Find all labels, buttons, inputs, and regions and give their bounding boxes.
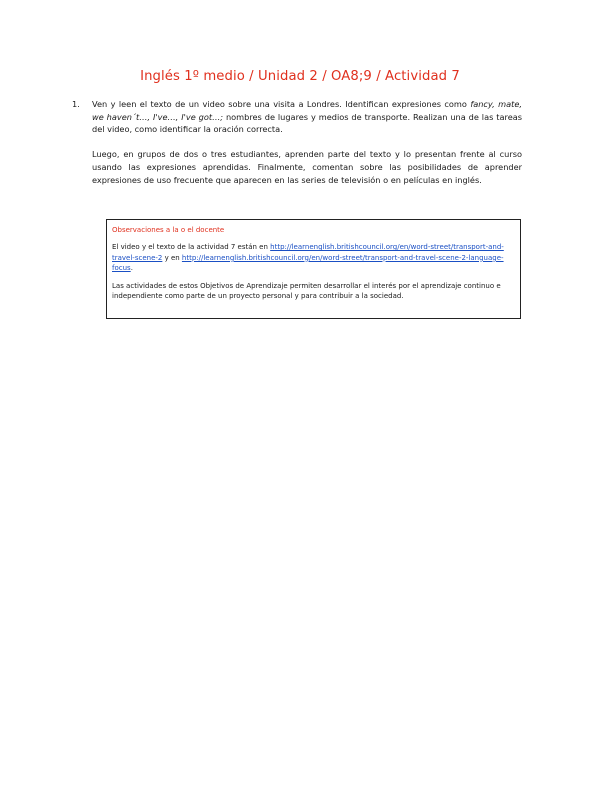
teacher-observations-box bbox=[106, 219, 521, 319]
activity-paragraph-2: Luego, en grupos de dos o tres estudiantes, aprenden parte del texto y lo presentan frente al curso usando las expresiones aprendidas. Finalmente, comentan sobre las posibilidades de aprender expresiones de uso frecuente que aparecen en las series de televisión o en películas en inglés. bbox=[92, 149, 522, 185]
observations-paragraph-2: Las actividades de estos Objetivos de Aprendizaje permiten desarrollar el interés por el aprendizaje continuo e independiente como parte de un proyecto personal y para contribuir a la sociedad. bbox=[112, 281, 501, 301]
activity-text-1a: Ven y leen el texto de un video sobre una visita a Londres. Identifican expresiones como bbox=[92, 99, 471, 109]
activity-list-item bbox=[72, 98, 523, 186]
observations-paragraph-1 bbox=[112, 242, 515, 273]
video-link-2[interactable]: http://learnenglish.britishcouncil.org/en/word-street/transport-and-travel-scene-2-language-focus bbox=[112, 253, 504, 273]
list-number: 1. bbox=[72, 99, 80, 109]
video-link-1[interactable]: http://learnenglish.britishcouncil.org/en/word-street/transport-and-travel-scene-2 bbox=[112, 243, 504, 262]
activity-text-1b: nombres de lugares y medios de transporte. Realizan una de las tareas del video, como identificar la oración correcta. bbox=[92, 111, 523, 135]
observations-text-1c: . bbox=[130, 264, 133, 273]
observations-heading: Observaciones a la o el docente bbox=[112, 226, 225, 234]
activity-paragraph-1 bbox=[92, 98, 522, 136]
activity-expressions: fancy, mate, we haven´t…, I've…, I've got…; bbox=[92, 99, 522, 122]
observations-text-1a: El video y el texto de la actividad 7 están en bbox=[112, 243, 271, 252]
page-title: Inglés 1º medio / Unidad 2 / OA8;9 / Actividad 7 bbox=[140, 69, 460, 84]
observations-text-1b: y en bbox=[162, 253, 182, 262]
